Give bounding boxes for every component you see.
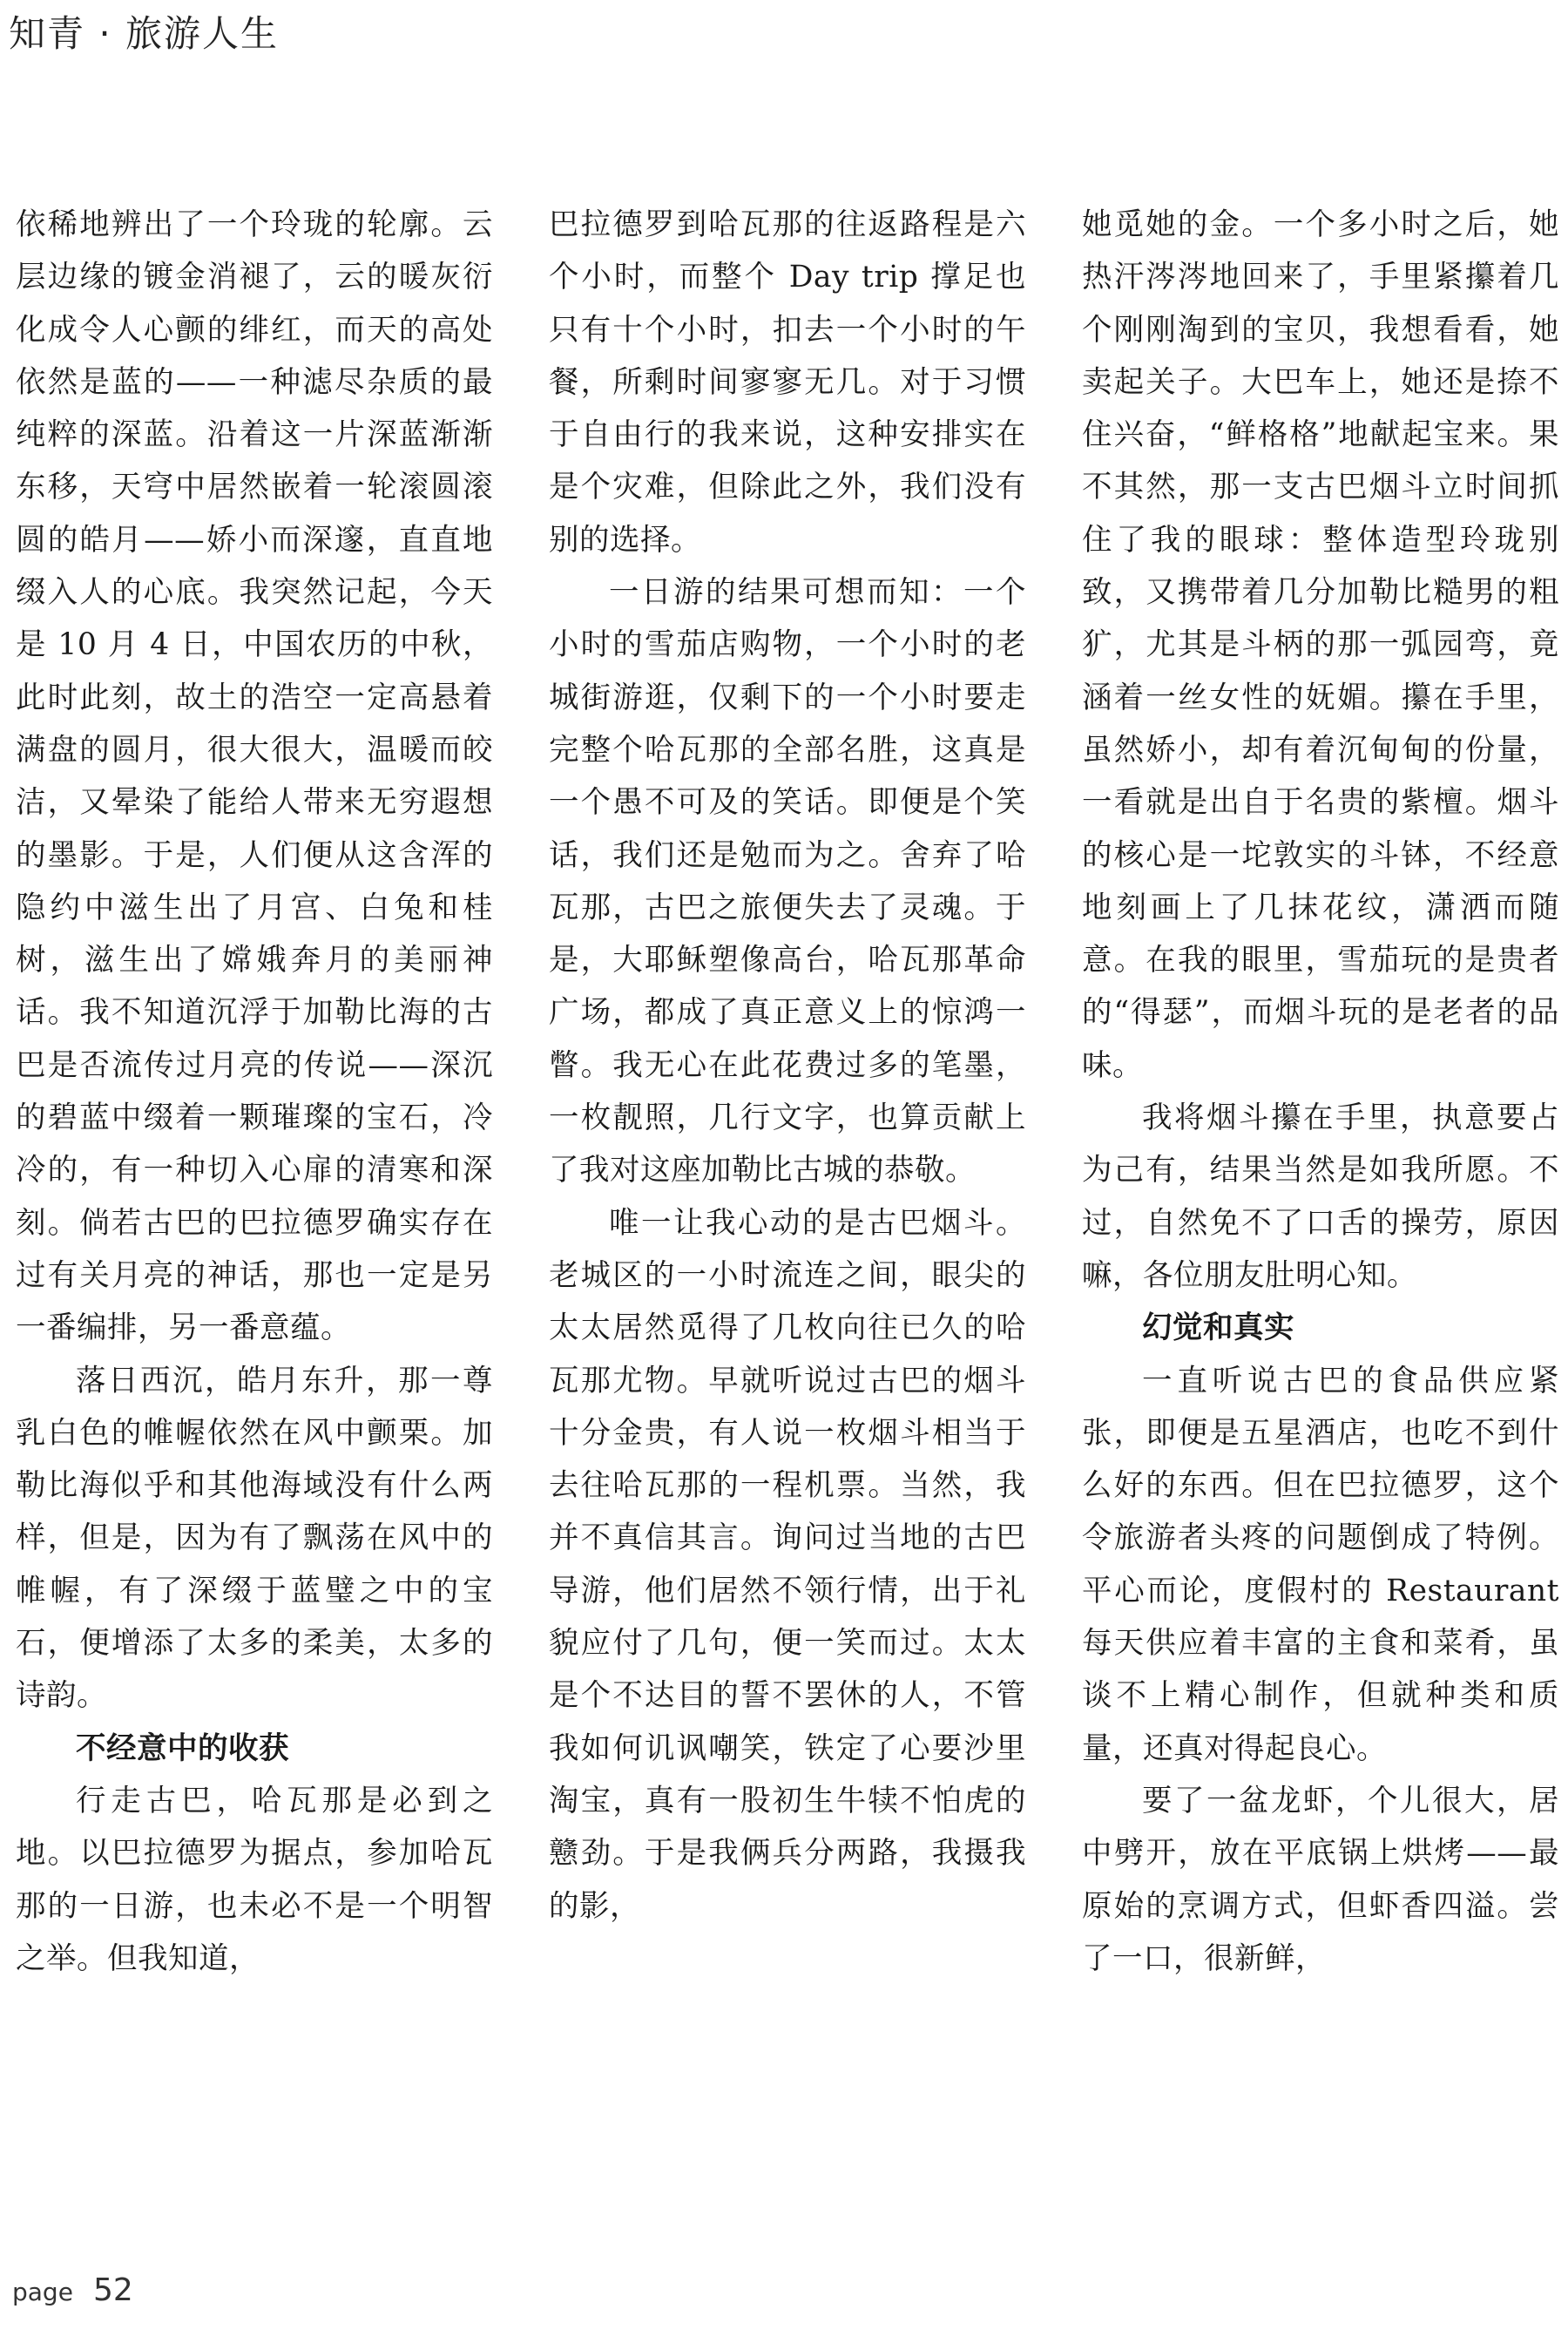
running-header: 知青 · 旅游人生 xyxy=(9,12,280,55)
paragraph: 一日游的结果可想而知：一个小时的雪茄店购物，一个小时的老城街游逛，仅剩下的一个小时要走完整个哈瓦那的全部名胜，这真是一个愚不可及的笑话。即便是个笑话，我们还是勉而为之。舍弃了哈瓦那，古巴之旅便失去了灵魂。于是，大耶稣塑像高台，哈瓦那革命广场，都成了真正意义上的惊鸿一瞥。我无心在此花费过多的笔墨，一枚靓照，几行文字，也算贡献上了我对这座加勒比古城的恭敬。 xyxy=(549,575,1026,1188)
column-2 xyxy=(549,199,1026,2229)
page-footer xyxy=(12,2272,133,2308)
page-number: 52 xyxy=(93,2272,133,2308)
paragraph: 要了一盆龙虾，个儿很大，居中劈开，放在平底锅上烘烤——最原始的烹调方式，但虾香四溢。尝了一口，很新鲜， xyxy=(1082,1783,1559,1976)
paragraph-continued: 巴拉德罗到哈瓦那的往返路程是六个小时，而整个 Day trip 撑足也只有十个小时，扣去一个小时的午餐，所剩时间寥寥无几。对于习惯于自由行的我来说，这种安排实在是个灾难，但除此之外，我们没有别的选择。 xyxy=(549,207,1026,558)
paragraph: 我将烟斗攥在手里，执意要占为己有，结果当然是如我所愿。不过，自然免不了口舌的操劳，原因嘛，各位朋友肚明心知。 xyxy=(1082,1100,1559,1293)
column-1 xyxy=(16,199,493,2229)
section-heading: 幻觉和真实 xyxy=(1142,1310,1294,1346)
paragraph: 落日西沉，皓月东升，那一尊乳白色的帷幄依然在风中颤栗。加勒比海似乎和其他海域没有什么两样，但是，因为有了飘荡在风中的帷幄，有了深缀于蓝璧之中的宝石，便增添了太多的柔美，太多的诗韵。 xyxy=(16,1363,493,1714)
paragraph-continued: 她觅她的金。一个多小时之后，她热汗涔涔地回来了，手里紧攥着几个刚刚淘到的宝贝，我想看看，她卖起关子。大巴车上，她还是捺不住兴奋，“鲜格格”地献起宝来。果不其然，那一支古巴烟斗立时间抓住了我的眼球：整体造型玲珑别致，又携带着几分加勒比糙男的粗犷，尤其是斗柄的那一弧园弯，竟涵着一丝女性的妩媚。攥在手里，虽然娇小，却有着沉甸甸的份量，一看就是出自于名贵的紫檀。烟斗的核心是一坨敦实的斗钵，不经意地刻画上了几抹花纹，潇洒而随意。在我的眼里，雪茄玩的是贵者的“得瑟”，而烟斗玩的是老者的品味。 xyxy=(1082,207,1559,1083)
paragraph-continued: 依稀地辨出了一个玲珑的轮廓。云层边缘的镀金消褪了，云的暖灰衍化成令人心颤的绯红，而天的高处依然是蓝的——一种滤尽杂质的最纯粹的深蓝。沿着这一片深蓝渐渐东移，天穹中居然嵌着一轮滚圆滚圆的皓月——娇小而深邃，直直地缀入人的心底。我突然记起，今天是 10 月 4 日，中国农历的中秋， 此时此刻，故土的浩空一定高悬着满盘的圆月，很大很大，温暖而皎洁，又晕染了能给人带来无穷遐想的墨影。于是，人们便从这含浑的隐约中滋生出了月宫、白兔和桂树，滋生出了嫦娥奔月的美丽神话。我不知道沉浮于加勒比海的古巴是否流传过月亮的传说——深沉的碧蓝中缀着一颗璀璨的宝石，冷冷的，有一种切入心扉的清寒和深刻。倘若古巴的巴拉德罗确实存在过有关月亮的神话，那也一定是另一番编排，另一番意蕴。 xyxy=(16,207,493,1346)
section-heading: 不经意中的收获 xyxy=(76,1730,289,1766)
page-label: page xyxy=(12,2278,73,2306)
column-3 xyxy=(1082,199,1559,2229)
paragraph: 唯一让我心动的是古巴烟斗。老城区的一小时流连之间，眼尖的太太居然觅得了几枚向往已久的哈瓦那尤物。早就听说过古巴的烟斗十分金贵，有人说一枚烟斗相当于去往哈瓦那的一程机票。当然，我并不真信其言。询问过当地的古巴导游，他们居然不领行情，出于礼貌应付了几句，便一笑而过。太太是个不达目的誓不罢休的人，不管我如何讥讽嘲笑，铁定了心要沙里淘宝，真有一股初生牛犊不怕虎的戆劲。于是我俩兵分两路，我摄我的影， xyxy=(549,1205,1026,1924)
article-body xyxy=(16,199,1559,2229)
paragraph: 一直听说古巴的食品供应紧张，即便是五星酒店，也吃不到什么好的东西。但在巴拉德罗，这个令旅游者头疼的问题倒成了特例。平心而论，度假村的 Restaurant 每天供应着丰富的主食和菜肴，虽谈不上精心制作，但就种类和质量，还真对得起良心。 xyxy=(1082,1363,1559,1766)
paragraph: 行走古巴，哈瓦那是必到之地。以巴拉德罗为据点，参加哈瓦那的一日游，也未必不是一个明智之举。但我知道， xyxy=(16,1783,493,1976)
